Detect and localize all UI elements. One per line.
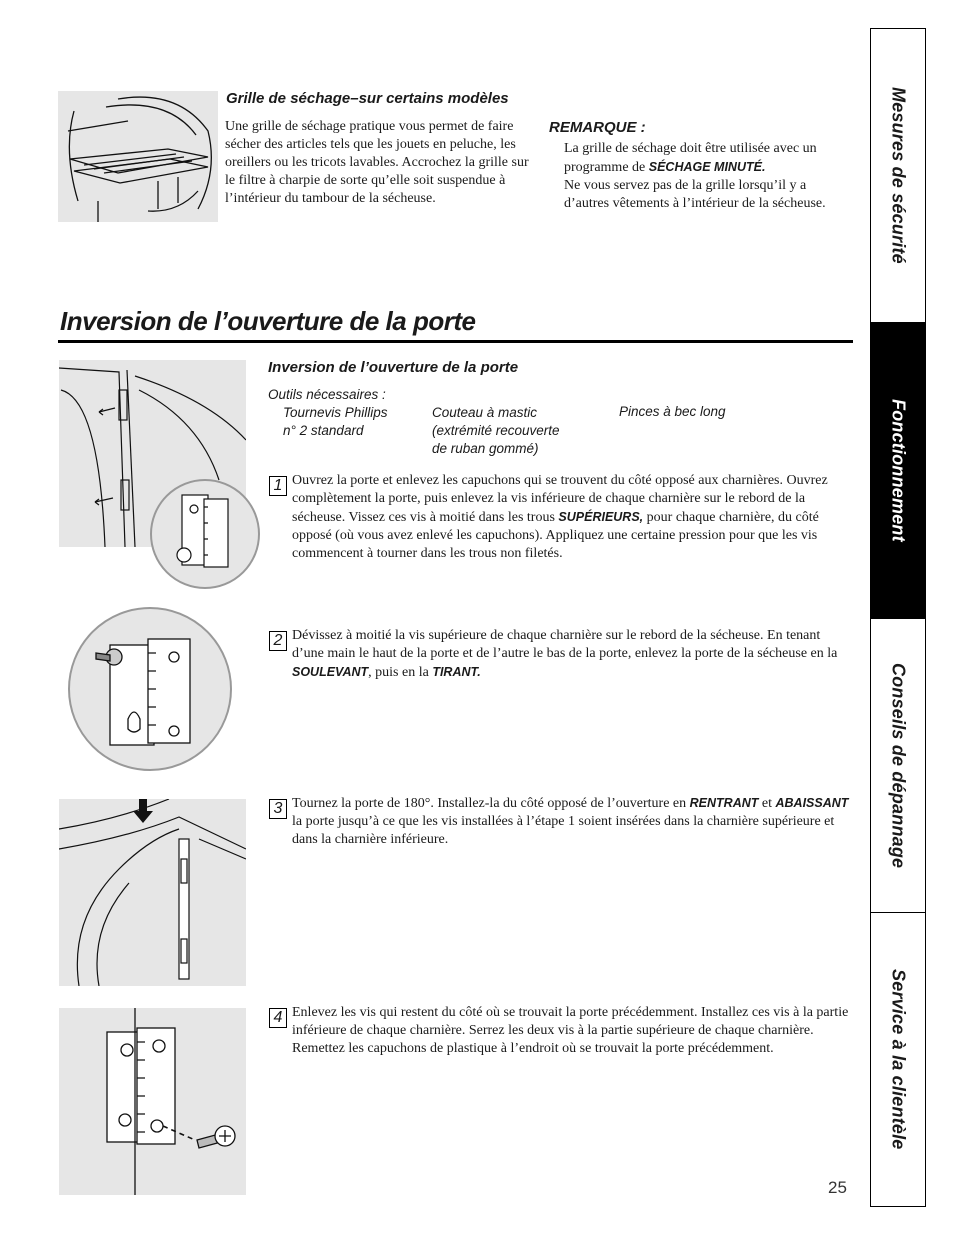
step4-number: 4 <box>269 1008 287 1028</box>
step3-number: 3 <box>269 799 287 819</box>
tab-service-a-la-clientele[interactable] <box>871 913 925 1205</box>
tool-putty-knife-line3: de ruban gommé) <box>432 441 539 456</box>
tool-phillips-line2: n° 2 standard <box>283 423 364 438</box>
tab-fonctionnement[interactable] <box>871 323 925 619</box>
tool-putty-knife-line1: Couteau à mastic <box>432 405 538 420</box>
step2-hinge-drawing <box>70 609 230 769</box>
step3-keyword-rentrant: RENTRANT <box>689 796 759 810</box>
step3-illustration <box>59 799 246 986</box>
step4-illustration <box>59 1008 246 1195</box>
tab-mesures-de-securite[interactable] <box>871 29 925 323</box>
section-sidebar <box>870 28 926 1207</box>
tool-phillips-line1: Tournevis Phillips <box>283 405 388 420</box>
step3-text <box>292 794 854 849</box>
step3-keyword-abaissant: ABAISSANT <box>775 796 849 810</box>
step2-text-mid: , puis en la <box>368 665 433 680</box>
note-body <box>564 140 854 213</box>
tool-phillips <box>283 404 388 440</box>
tab-fonctionnement-label: Fonctionnement <box>888 399 909 542</box>
step1-text <box>292 472 854 563</box>
step2-hinge-closeup <box>68 607 232 771</box>
step4-text: Enlevez les vis qui restent du côté où se trouvait la porte précédemment. Installez ces vis à la partie inférieure de chaque charnière. Serrez les deux vis à la partie supérieure de chaque charnière. Remettez les capuchons de plastique à l’endroit où se trouvait la porte précédemment. <box>292 1005 849 1056</box>
step1-keyword-superieurs: SUPÉRIEURS, <box>558 510 644 524</box>
tool-pliers: Pinces à bec long <box>619 404 726 419</box>
step3-text-mid: et <box>758 796 776 811</box>
step4-hinge-screw-drawing <box>59 1008 246 1195</box>
section-title-rule <box>58 340 853 343</box>
step1-text-post: pour chaque charnière, du côté opposé (où vous avez enlevé les capuchons). Appliquez une certaine pression pour que les vis commencent à tourner dans les trous non filetés. <box>292 510 819 561</box>
drying-rack-heading: Grille de séchage–sur certains modèles <box>226 90 509 107</box>
tools-label: Outils nécessaires : <box>268 387 386 402</box>
section-subheading: Inversion de l’ouverture de la porte <box>268 359 519 376</box>
tab-service-a-la-clientele-label: Service à la clientèle <box>888 968 909 1150</box>
note-heading: REMARQUE : <box>549 119 646 136</box>
tool-putty-knife <box>432 404 560 458</box>
note-line1-text: La grille de séchage doit être utilisée avec un programme de <box>564 141 817 175</box>
drying-rack-drawing <box>58 91 218 222</box>
step1-number: 1 <box>269 476 287 496</box>
note-line1-keyword: SÉCHAGE MINUTÉ. <box>648 160 766 174</box>
step1-hinge-closeup-drawing <box>152 481 258 587</box>
step3-text-pre: Tournez la porte de 180°. Installez-la du côté opposé de l’ouverture en <box>292 796 690 811</box>
tool-putty-knife-line2: (extrémité recouverte <box>432 423 560 438</box>
drying-rack-body: Une grille de séchage pratique vous permet de faire sécher des articles tels que les jouets en peluche, les oreillers ou les tricots lavables. Accrochez la grille sur le filtre à charpie de sorte qu’elle soit suspendue à l’intérieur du tambour de la sécheuse. <box>225 119 529 206</box>
tab-conseils-de-depannage-label: Conseils de dépannage <box>888 662 909 869</box>
step1-hinge-closeup <box>150 479 260 589</box>
note-line2-text: Ne vous servez pas de la grille lorsqu’il y a d’autres vêtements à l’intérieur de la sécheuse. <box>564 178 826 211</box>
drying-rack-illustration <box>58 91 218 222</box>
step2-keyword-tirant: TIRANT. <box>432 665 481 679</box>
step3-door-install-drawing <box>59 799 246 986</box>
step3-text-post: la porte jusqu’à ce que les vis installées à l’étape 1 soient insérées dans la charnière supérieure et dans la charnière inférieure. <box>292 814 835 847</box>
step2-keyword-soulevant: SOULEVANT <box>292 665 369 679</box>
step2-number: 2 <box>269 631 287 651</box>
step2-text-pre: Dévissez à moitié la vis supérieure de chaque charnière sur le rebord de la sécheuse. En tenant d’une main le haut de la porte et de l’autre le bas de la porte, enlevez la porte de la sécheuse en la <box>292 628 838 661</box>
tab-conseils-de-depannage[interactable] <box>871 619 925 913</box>
step1-text-pre: Ouvrez la porte et enlevez les capuchons qui se trouvent du côté opposé aux charnières. Ouvrez complètement la porte, puis enlevez la vis inférieure de chaque charnière sur le rebord de la sécheuse. Vissez ces vis à moitié dans les trous <box>292 473 828 525</box>
section-title: Inversion de l’ouverture de la porte <box>60 306 476 336</box>
page-number: 25 <box>828 1178 847 1197</box>
step2-text <box>292 627 854 682</box>
tab-mesures-de-securite-label: Mesures de sécurité <box>888 87 909 264</box>
